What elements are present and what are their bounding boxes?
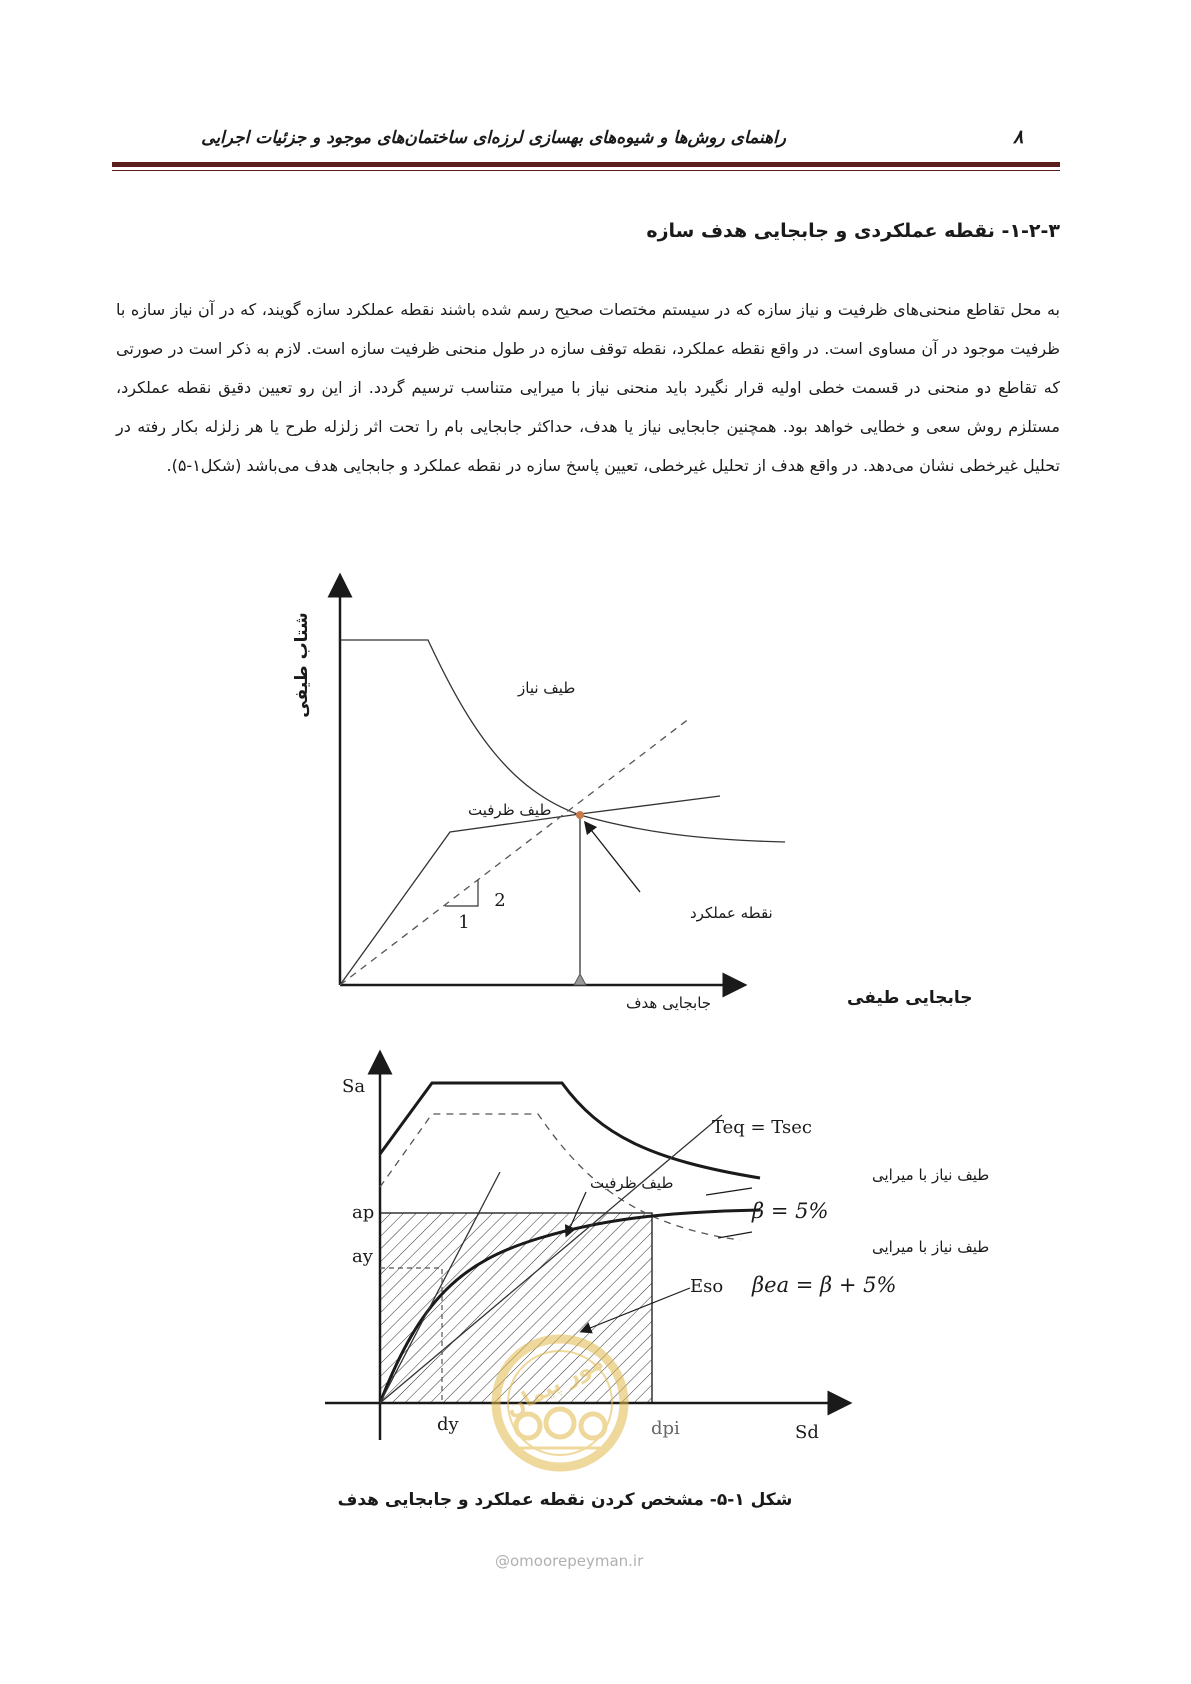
fig2-beta1-label: β = 5% <box>752 1199 829 1223</box>
fig2-demand1-leader <box>706 1188 752 1195</box>
watermark-logo <box>490 1328 630 1478</box>
fig2-demand1-label: طیف نیاز با میرایی <box>872 1166 990 1184</box>
body-paragraph: به محل تقاطع منحنی‌های ظرفیت و نیاز سازه که در سیستم مختصات صحیح رسم شده باشند نقطه عملکرد سازه گویند، که در آن نیاز سازه با ظرفیت موجود در آن مساوی است. در واقع نقطه عملکرد، نقطه توقف سازه در طول منحنی ظرفیت سازه است. لازم به ذکر است در صورتی که تقاطع دو منحنی در قسمت خطی اولیه قرار نگیرد باید منحنی نیاز با میرایی متناسب ترسیم گردد. از این رو تعیین دقیق نقطه عملکرد، مستلزم روش سعی و خطایی خواهد بود. همچنین جابجایی نیاز یا هدف، حداکثر جابجایی بام را تحت اثر زلزله طرح یا هر زلزله بکار رفته در تحلیل غیرخطی نشان می‌دهد. در واقع هدف از تحلیل غیرخطی، تعیین پاسخ سازه در نقطه عملکرد و جابجایی هدف می‌باشد (شکل۱-۵). <box>116 300 1060 475</box>
fig1-slope-rise: 2 <box>494 890 506 911</box>
fig2-eso-label: Eso <box>690 1276 724 1297</box>
fig2-demand2-label: طیف نیاز با میرایی <box>872 1238 990 1256</box>
figure-caption: شکل ۱-۵- مشخص کردن نقطه عملکرد و جابجایی هدف <box>337 1490 793 1510</box>
fig2-dy-label: dy <box>437 1414 459 1435</box>
fig2-ay-label: ay <box>352 1246 373 1267</box>
fig2-demand2-leader <box>718 1232 752 1238</box>
watermark-url: @omoorepeyman.ir <box>495 1552 644 1570</box>
fig1-target-label: جابجایی هدف <box>626 994 712 1012</box>
fig2-dpi-label: dpi <box>651 1418 680 1439</box>
fig1-demand-label: طیف نیاز <box>518 679 576 697</box>
fig1-y-axis-label: شتاب طیفی <box>292 612 312 718</box>
fig1-performance-label: نقطه عملکرد <box>690 904 773 922</box>
fig2-teq-label: Teq = Tsec <box>712 1117 812 1138</box>
fig1-slope-run: 1 <box>458 912 470 933</box>
fig2-capacity-label: طیف ظرفیت <box>590 1174 674 1192</box>
section-heading: ۱-۲-۳- نقطه عملکردی و جابجایی هدف سازه <box>646 220 1060 242</box>
fig2-beta2-label: βea = β + 5% <box>752 1273 897 1297</box>
fig2-sd-label: Sd <box>795 1422 819 1443</box>
header-title: راهنمای روش‌ها و شیوه‌های بهسازی لرزه‌ای ساختمان‌های موجود و جزئیات اجرایی <box>201 128 786 148</box>
page-number: ۸ <box>1013 126 1024 148</box>
fig1-x-axis-label: جابجایی طیفی <box>847 988 973 1008</box>
fig2-sa-label: Sa <box>342 1076 366 1097</box>
watermark-logo-text: امور پیمان <box>501 1346 615 1422</box>
fig1-capacity-label: طیف ظرفیت <box>468 801 552 819</box>
fig2-ap-label: ap <box>352 1202 375 1223</box>
